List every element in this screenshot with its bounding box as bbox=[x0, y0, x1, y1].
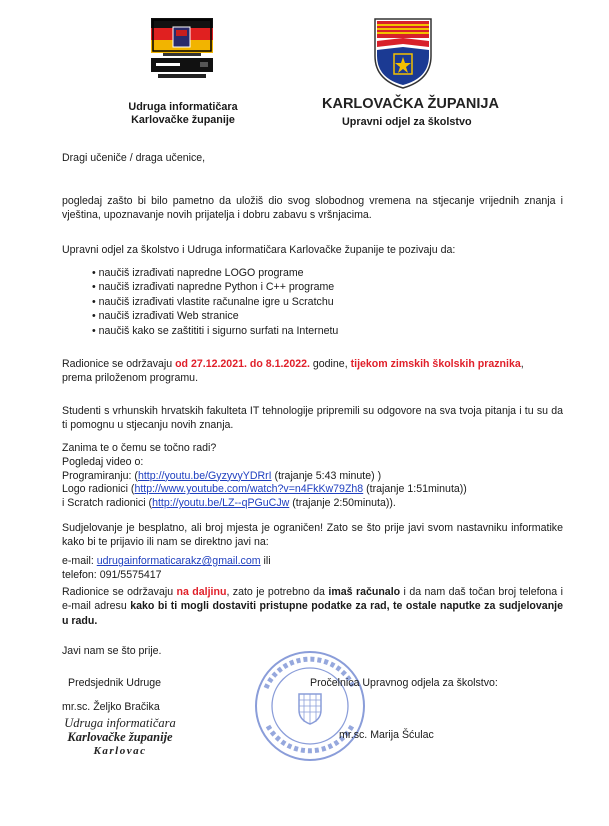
online-details: kako bi ti mogli dostaviti pristupne podatke za rad, te ostale naputke za sudjelovanje u radu. bbox=[62, 600, 563, 627]
online-paragraph bbox=[62, 585, 563, 628]
closing-line: Javi nam se što prije. bbox=[62, 645, 162, 657]
video-intro: Pogledaj video o: bbox=[62, 455, 144, 468]
list-item: • naučiš izrađivati Web stranice bbox=[92, 310, 239, 323]
video-scratch bbox=[62, 497, 467, 511]
participation-paragraph: Sudjelovanje je besplatno, ali broj mjesta je ograničen! Zato se što prije javi svom nastavniku informatike kako bi te prijavio ili nam se direktno javi na: bbox=[62, 522, 563, 549]
list-item: • naučiš izrađivati napredne LOGO programe bbox=[92, 267, 304, 279]
video-logo bbox=[62, 483, 467, 497]
county-title: KARLOVAČKA ŽUPANIJA bbox=[322, 96, 499, 112]
online-remote: na daljinu bbox=[176, 586, 227, 598]
dates-paragraph bbox=[62, 357, 563, 386]
stamp-line1: Udruga informatičara bbox=[64, 716, 176, 730]
association-name bbox=[110, 101, 256, 127]
video-programming-label: Programiranju: ( bbox=[62, 469, 138, 482]
students-paragraph: Studenti s vrhunskih hrvatskih fakulteta IT tehnologije pripremili su odgovore na sva tvoja pitanja i tu su da ti pomognu u stjecanju novih znanja. bbox=[62, 405, 563, 432]
dates-text-line2: prema priloženom programu. bbox=[62, 372, 199, 385]
email-suffix: ili bbox=[260, 555, 271, 567]
email-link[interactable]: udrugainformaticarakz@gmail.com bbox=[96, 555, 261, 567]
video-programming-duration: (trajanje 5:43 minute) ) bbox=[271, 469, 382, 482]
president-name: mr.sc. Željko Bračika bbox=[62, 701, 160, 713]
list-item: • naučiš kako se zaštititi i sigurno surfati na Internetu bbox=[92, 324, 339, 337]
video-scratch-duration: (trajanje 2:50minuta)). bbox=[289, 497, 396, 510]
video-question: Zanima te o čemu se točno radi? bbox=[62, 442, 217, 454]
president-title: Predsjednik Udruge bbox=[68, 677, 162, 689]
stamp-line2: Karlovačke županije bbox=[67, 730, 173, 744]
county-subtitle: Upravni odjel za školstvo bbox=[342, 116, 472, 128]
invitation-paragraph: Upravni odjel za školstvo i Udruga informatičara Karlovačke županije te pozivaju da: bbox=[62, 244, 456, 256]
dates-text-2: godine, bbox=[309, 358, 351, 370]
dates-text-3: , bbox=[520, 358, 524, 370]
video-programming bbox=[62, 470, 467, 484]
dates-text-1: Radionice se održavaju bbox=[62, 358, 176, 370]
scratch-video-link[interactable]: http://youtu.be/LZ--qPGuCJw bbox=[152, 497, 290, 510]
video-section bbox=[62, 442, 467, 511]
online-text-e: i da nam daš točan broj telefona i e-mail adresu bbox=[62, 586, 563, 613]
online-computer: imaš računalo bbox=[328, 586, 401, 598]
county-coat-of-arms-icon bbox=[372, 16, 434, 90]
association-stamp bbox=[60, 716, 180, 759]
county-coat-of-arms bbox=[372, 16, 434, 90]
list-item: • naučiš izrađivati vlastite računalne igre u Scratchu bbox=[92, 295, 334, 308]
association-logo bbox=[148, 18, 218, 80]
intro-paragraph: pogledaj zašto bi bilo pametno da uložiš dio svog slobodnog vremena na stjecanje vrijednih znanja i vještina, upoznavanje novih prijatelja i dobru zabavu s vršnjacima. bbox=[62, 195, 563, 222]
association-name-line1: Udruga informatičara bbox=[128, 101, 238, 113]
official-round-seal-icon bbox=[252, 648, 368, 764]
head-name: mr.sc. Marija Šćulac bbox=[339, 729, 434, 741]
video-logo-duration: (trajanje 1:51minuta)) bbox=[363, 483, 467, 496]
winter-holidays: tijekom zimskih školskih praznika bbox=[350, 358, 521, 370]
phone-line: telefon: 091/5575417 bbox=[62, 569, 162, 581]
list-item: • naučiš izrađivati napredne Python i C++ programe bbox=[92, 281, 335, 294]
association-name-line2: Karlovačke županije bbox=[131, 114, 235, 126]
stamp-line3: Karlovac bbox=[93, 745, 147, 757]
logo-video-link[interactable]: http://www.youtube.com/watch?v=n4FkKw79Zh8 bbox=[134, 483, 364, 496]
official-seal bbox=[252, 648, 368, 764]
online-text-a: Radionice se održavaju bbox=[62, 586, 177, 598]
programming-video-link[interactable]: http://youtu.be/GyzyvyYDRrI bbox=[137, 469, 272, 482]
workshop-dates: od 27.12.2021. do 8.1.2022. bbox=[175, 358, 310, 370]
email-label: e-mail: bbox=[62, 555, 97, 567]
workshop-list bbox=[92, 266, 338, 338]
greeting: Dragi učeniče / draga učenice, bbox=[62, 152, 206, 164]
head-title: Pročelnica Upravnog odjela za školstvo: bbox=[310, 677, 498, 689]
online-text-c: , zato je potrebno da bbox=[226, 586, 329, 598]
video-logo-label: Logo radionici ( bbox=[62, 483, 135, 496]
video-scratch-label: i Scratch radionici ( bbox=[62, 497, 153, 510]
computer-with-flag-icon bbox=[148, 18, 218, 80]
contact-block bbox=[62, 554, 271, 582]
email-line bbox=[62, 554, 271, 568]
